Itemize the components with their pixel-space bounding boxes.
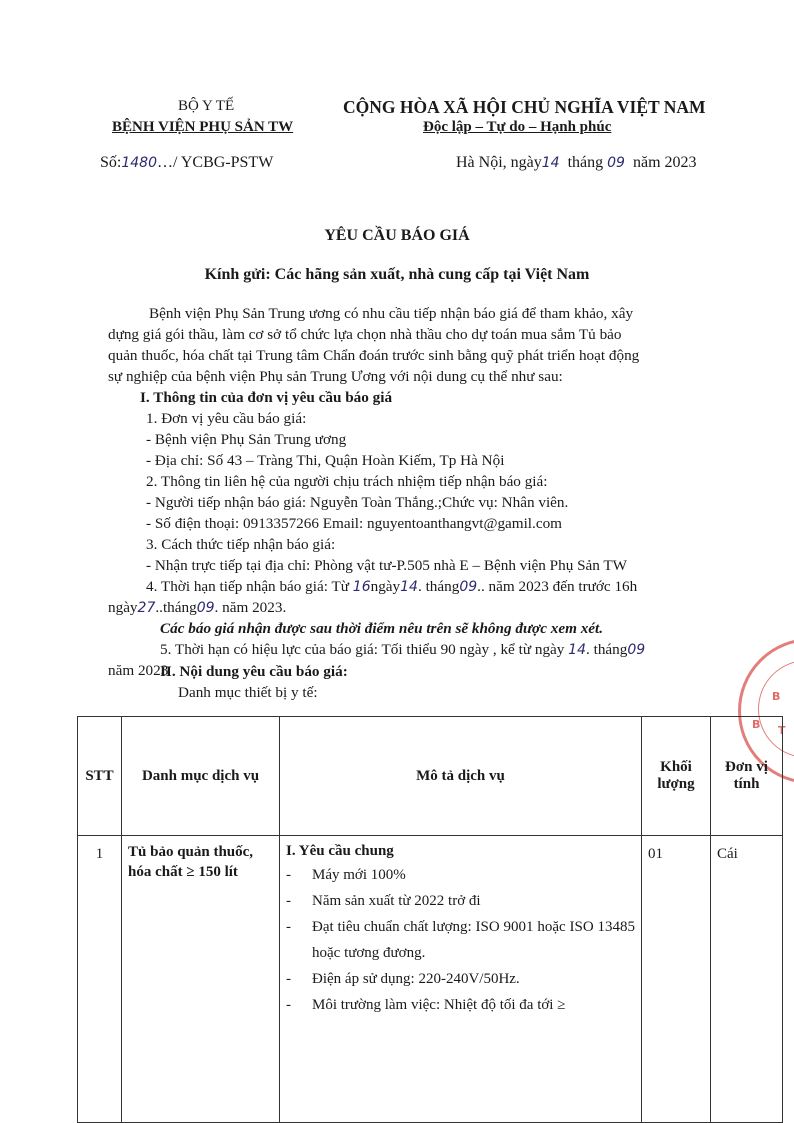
- date-day: 14: [541, 155, 560, 171]
- stamp-text: B: [772, 690, 781, 703]
- table-row: [78, 836, 783, 1123]
- country-name: CỘNG HÒA XÃ HỘI CHỦ NGHĨA VIỆT NAM: [343, 97, 706, 117]
- section-1-line: - Nhận trực tiếp tại địa chỉ: Phòng vật tư-P.505 nhà E – Bệnh viện Phụ Sản TW: [146, 557, 628, 574]
- deadline-day: 14: [400, 579, 418, 595]
- document-title: YÊU CẦU BÁO GIÁ: [324, 227, 470, 244]
- row-unit: Cái: [711, 836, 783, 1123]
- description-item: - Máy mới 100%: [286, 862, 635, 888]
- deadline-text: ngày: [108, 599, 138, 616]
- deadline-text: ..tháng: [155, 599, 197, 616]
- late-notice: Các báo giá nhận được sau thời điểm nêu trên sẽ không được xem xét.: [160, 620, 604, 637]
- date-month-label: tháng: [567, 154, 604, 171]
- deadline-text: . tháng: [417, 578, 460, 595]
- description-item: - Đạt tiêu chuẩn chất lượng: ISO 9001 hoặc ISO 13485 hoặc tương đương.: [286, 914, 635, 966]
- date-month: 09: [607, 155, 625, 171]
- section-1-line: - Bệnh viện Phụ Sản Trung ương: [146, 431, 347, 448]
- deadline-end-line: [108, 599, 286, 617]
- deadline-hour: 16: [352, 579, 371, 595]
- deadline-end-day: 27: [137, 600, 156, 616]
- header-description: Mô tả dịch vụ: [280, 717, 642, 836]
- description-item-text: Môi trường làm việc: Nhiệt độ tối đa tới ≥: [312, 997, 566, 1013]
- deadline-line: [146, 578, 637, 596]
- validity-month: 09: [627, 642, 646, 658]
- intro-line-1: Bệnh viện Phụ Sản Trung ương có nhu cầu tiếp nhận báo giá để tham khảo, xây: [149, 305, 634, 322]
- validity-text: . tháng: [586, 641, 628, 658]
- stamp-text: B: [752, 718, 761, 731]
- deadline-month: 09: [459, 579, 478, 595]
- validity-day: 14: [568, 642, 586, 658]
- section-1-heading: I. Thông tin của đơn vị yêu cầu báo giá: [140, 389, 393, 406]
- stamp-text: T: [778, 724, 786, 737]
- intro-line-4: sự nghiệp của bệnh viện Phụ sản Trung Ương với nội dung cụ thể như sau:: [108, 368, 563, 385]
- header-stt: STT: [78, 717, 122, 836]
- section-1-line: - Người tiếp nhận báo giá: Nguyễn Toàn Thắng.;Chức vụ: Nhân viên.: [146, 494, 569, 511]
- section-1-line: - Số điện thoại: 0913357266 Email: nguyentoanthangvt@gamil.com: [146, 515, 562, 532]
- description-item-text: Máy mới 100%: [312, 867, 406, 883]
- intro-line-3: quản thuốc, hóa chất tại Trung tâm Chẩn đoán trước sinh bằng quỹ phát triển hoạt động: [108, 347, 640, 364]
- deadline-end-month: 09: [196, 600, 215, 616]
- date-place: Hà Nội, ngày: [456, 154, 542, 171]
- table-header-row: [78, 717, 783, 836]
- services-table: [77, 716, 783, 1123]
- ministry-name: BỘ Y TẾ: [178, 98, 235, 114]
- intro-line-2: dựng giá gói thầu, làm cơ sở tổ chức lựa chọn nhà thầu cho dự toán mua sắm Tủ bảo: [108, 326, 622, 343]
- row-description: [280, 836, 642, 1123]
- deadline-text: ngày: [370, 578, 401, 595]
- validity-line: [160, 641, 645, 659]
- date-year: năm 2023: [632, 154, 697, 171]
- document-number: [100, 154, 273, 172]
- section-2-real-heading: II. Nội dung yêu cầu báo giá:: [160, 663, 348, 680]
- description-item: - Năm sản xuất từ 2022 trở đi: [286, 888, 635, 914]
- number-prefix: Số:: [100, 154, 122, 171]
- deadline-text: . năm 2023.: [214, 599, 287, 616]
- header-quantity: Khối lượng: [642, 717, 711, 836]
- header-service-name: Danh mục dịch vụ: [122, 717, 280, 836]
- section-1-line: 2. Thông tin liên hệ của người chịu trách nhiệm tiếp nhận báo giá:: [146, 473, 548, 490]
- header-unit: Đơn vị tính: [711, 717, 783, 836]
- section-1-line: 3. Cách thức tiếp nhận báo giá:: [146, 536, 336, 553]
- description-item: - Môi trường làm việc: Nhiệt độ tối đa tới ≥: [286, 992, 635, 1018]
- description-item-text: Điện áp sử dụng: 220-240V/50Hz.: [312, 971, 520, 987]
- row-service-name: Tủ bảo quản thuốc, hóa chất ≥ 150 lít: [122, 836, 280, 1123]
- national-motto: Độc lập – Tự do – Hạnh phúc: [423, 119, 612, 135]
- validity-year: năm 2023: [108, 662, 169, 679]
- hospital-name: BỆNH VIỆN PHỤ SẢN TW: [112, 119, 294, 135]
- deadline-text: 4. Thời hạn tiếp nhận báo giá: Từ: [146, 578, 349, 595]
- section-1-line: 1. Đơn vị yêu cầu báo giá:: [146, 410, 307, 427]
- row-stt: 1: [78, 836, 122, 1123]
- recipient-line: Kính gửi: Các hãng sản xuất, nhà cung cấp tại Việt Nam: [204, 266, 590, 283]
- validity-text: 5. Thời hạn có hiệu lực của báo giá: Tối thiểu 90 ngày , kể từ ngày: [160, 641, 565, 658]
- row-quantity: 01: [642, 836, 711, 1123]
- number-handwritten: 1480: [121, 155, 157, 171]
- document-date: [456, 154, 697, 172]
- deadline-text: .. năm 2023 đến trước 16h: [477, 578, 638, 595]
- description-item-text: Đạt tiêu chuẩn chất lượng: ISO 9001 hoặc ISO 13485 hoặc tương đương.: [312, 919, 635, 961]
- section-1-line: - Địa chỉ: Số 43 – Tràng Thi, Quận Hoàn Kiếm, Tp Hà Nội: [146, 452, 505, 469]
- description-item-text: Năm sản xuất từ 2022 trở đi: [312, 893, 481, 909]
- description-heading: I. Yêu cầu chung: [286, 843, 394, 859]
- description-item: - Điện áp sử dụng: 220-240V/50Hz.: [286, 966, 635, 992]
- section-2-subtitle: Danh mục thiết bị y tế:: [178, 684, 318, 701]
- number-suffix: …/ YCBG-PSTW: [156, 154, 274, 171]
